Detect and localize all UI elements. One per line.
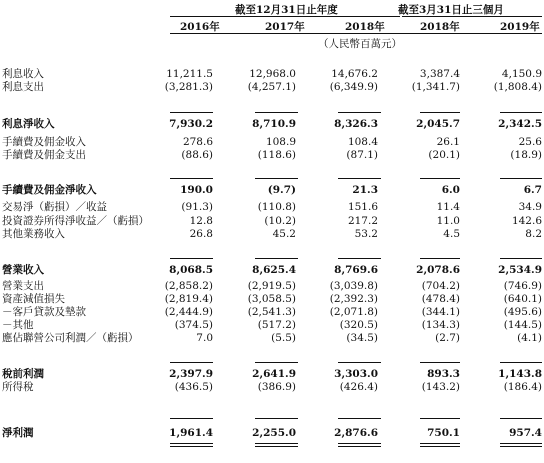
double-underline	[338, 446, 381, 447]
cell-value: 108.9	[265, 136, 296, 148]
cell-value: (144.5)	[503, 319, 542, 331]
row-label: 利息收入	[2, 68, 44, 80]
subtotal-rule	[420, 418, 460, 419]
cell-value: 3,387.4	[419, 68, 460, 80]
cell-value: (3,281.3)	[164, 81, 213, 93]
subtotal-rule	[338, 258, 381, 259]
cell-value: 151.6	[347, 201, 378, 213]
cell-value: (1,341.7)	[411, 81, 460, 93]
row-label: 營業收入	[2, 264, 44, 276]
subtotal-rule	[338, 362, 381, 363]
double-underline	[255, 443, 298, 444]
subtotal-rule	[170, 258, 213, 259]
cell-value: 108.4	[347, 136, 378, 148]
cell-value: (186.4)	[503, 381, 542, 393]
row-label: 投資證券所得淨收益／（虧損）	[2, 215, 149, 227]
row-label: 手續費及佣金淨收入	[2, 184, 97, 196]
header-col-2019-q1: 2019年	[500, 21, 540, 33]
cell-value: 8,625.4	[252, 264, 296, 276]
cell-value: (2,858.2)	[164, 280, 213, 292]
row-label: 手續費及佣金收入	[2, 136, 86, 148]
cell-value: (2,071.8)	[329, 306, 378, 318]
row-label: 其他業務收入	[2, 228, 65, 240]
cell-value: (386.9)	[257, 381, 296, 393]
cell-value: (3,039.8)	[329, 280, 378, 292]
subtotal-rule	[500, 418, 542, 419]
cell-value: (495.6)	[503, 306, 542, 318]
cell-value: (118.6)	[257, 149, 296, 161]
subtotal-rule	[255, 258, 298, 259]
cell-value: 8,068.5	[169, 264, 213, 276]
subtotal-rule	[338, 418, 381, 419]
subtotal-rule	[420, 178, 460, 179]
header-col-2018-q1: 2018年	[420, 21, 460, 33]
cell-value: 12,968.0	[249, 68, 296, 80]
cell-value: (436.5)	[174, 381, 213, 393]
table-row	[0, 118, 544, 131]
cell-value: 2,255.0	[252, 427, 296, 439]
row-label: 所得稅	[2, 381, 34, 393]
cell-value: (2,919.5)	[247, 280, 296, 292]
cell-value: 8,326.3	[334, 118, 378, 130]
table-row	[0, 306, 544, 319]
subtotal-rule	[420, 112, 460, 113]
cell-value: (426.4)	[339, 381, 378, 393]
cell-value: 893.3	[427, 368, 460, 380]
cell-value: 2,641.9	[252, 368, 296, 380]
cell-value: 21.3	[352, 184, 378, 196]
cell-value: (746.9)	[503, 280, 542, 292]
row-label: 營業支出	[2, 280, 44, 292]
cell-value: 190.0	[180, 184, 213, 196]
table-row	[0, 381, 544, 394]
cell-value: (18.9)	[510, 149, 542, 161]
table-row	[0, 149, 544, 162]
cell-value: 278.6	[182, 136, 213, 148]
cell-value: (374.5)	[174, 319, 213, 331]
double-underline	[338, 443, 381, 444]
row-label: －其他	[2, 319, 34, 331]
subtotal-rule	[255, 112, 298, 113]
cell-value: (2,392.3)	[329, 293, 378, 305]
cell-value: (320.5)	[339, 319, 378, 331]
row-label: 利息支出	[2, 81, 44, 93]
cell-value: (91.3)	[181, 201, 213, 213]
cell-value: 142.6	[511, 215, 542, 227]
cell-value: (704.2)	[421, 280, 460, 292]
header-year-rule	[170, 16, 400, 17]
table-row	[0, 228, 544, 241]
row-label: 交易淨（虧損）／收益	[2, 201, 107, 213]
header-year-group: 截至12月31日止年度	[235, 4, 338, 16]
cell-value: (6,349.9)	[329, 81, 378, 93]
cell-value: (4.1)	[517, 332, 542, 344]
cell-value: 53.2	[354, 228, 378, 240]
cell-value: 12.8	[189, 215, 213, 227]
cell-value: (640.1)	[503, 293, 542, 305]
cell-value: (478.4)	[421, 293, 460, 305]
table-row	[0, 319, 544, 332]
cell-value: 45.2	[272, 228, 296, 240]
cell-value: 11.0	[436, 215, 460, 227]
cell-value: 2,342.5	[498, 118, 542, 130]
subtotal-rule	[170, 112, 213, 113]
subtotal-rule	[170, 178, 213, 179]
cell-value: 7,930.2	[169, 118, 213, 130]
subtotal-rule	[500, 178, 542, 179]
cell-value: 217.2	[347, 215, 378, 227]
table-row	[0, 81, 544, 94]
subtotal-rule	[170, 362, 213, 363]
table-row	[0, 332, 544, 345]
double-underline	[170, 446, 213, 447]
cell-value: 11,211.5	[166, 68, 213, 80]
subtotal-rule	[255, 362, 298, 363]
table-row	[0, 184, 544, 197]
cell-value: (344.1)	[421, 306, 460, 318]
row-label: 稅前利潤	[2, 368, 44, 380]
cell-value: (34.5)	[346, 332, 378, 344]
cell-value: (2,541.3)	[247, 306, 296, 318]
cell-value: 26.1	[436, 136, 460, 148]
cell-value: (2.7)	[435, 332, 460, 344]
cell-value: 2,045.7	[416, 118, 460, 130]
subtotal-rule	[500, 112, 542, 113]
cell-value: (88.6)	[181, 149, 213, 161]
cell-value: 1,143.8	[498, 368, 542, 380]
cell-value: 4,150.9	[501, 68, 542, 80]
subtotal-rule	[500, 258, 542, 259]
cell-value: (20.1)	[428, 149, 460, 161]
cell-value: 3,303.0	[334, 368, 378, 380]
table-row	[0, 68, 544, 81]
table-row	[0, 368, 544, 381]
double-underline	[420, 446, 460, 447]
header-quarter-rule	[402, 16, 542, 17]
row-label: －客戶貸款及墊款	[2, 306, 86, 318]
row-label: 手續費及佣金支出	[2, 149, 86, 161]
double-underline	[500, 443, 542, 444]
subtotal-rule	[170, 418, 213, 419]
table-row	[0, 136, 544, 149]
cell-value: 8,710.9	[252, 118, 296, 130]
double-underline	[255, 446, 298, 447]
subtotal-rule	[255, 178, 298, 179]
cell-value: (1,808.4)	[493, 81, 542, 93]
cell-value: (87.1)	[346, 149, 378, 161]
cell-value: 34.9	[518, 201, 542, 213]
cell-value: 957.4	[509, 427, 542, 439]
header-col-2017: 2017年	[265, 21, 305, 33]
cell-value: (2,819.4)	[164, 293, 213, 305]
double-underline	[170, 443, 213, 444]
cell-value: (10.2)	[264, 215, 296, 227]
table-row	[0, 427, 544, 440]
cell-value: (517.2)	[257, 319, 296, 331]
cell-value: 26.8	[189, 228, 213, 240]
table-row	[0, 215, 544, 228]
subtotal-rule	[255, 418, 298, 419]
unit-note: （人民幣百萬元）	[318, 38, 402, 50]
row-label: 淨利潤	[2, 427, 34, 439]
subtotal-rule	[338, 178, 381, 179]
cell-value: (110.8)	[257, 201, 296, 213]
table-row	[0, 264, 544, 277]
subtotal-rule	[338, 112, 381, 113]
header-col-2016: 2016年	[180, 21, 220, 33]
table-row	[0, 201, 544, 214]
cell-value: (143.2)	[421, 381, 460, 393]
cell-value: 6.7	[523, 184, 542, 196]
cell-value: 2,078.6	[416, 264, 460, 276]
row-label: 利息淨收入	[2, 118, 55, 130]
cell-value: 7.0	[196, 332, 213, 344]
row-label: 應佔聯營公司利潤／（虧損）	[2, 332, 139, 344]
row-label: 資產減值損失	[2, 293, 65, 305]
cell-value: (134.3)	[421, 319, 460, 331]
cell-value: (4,257.1)	[247, 81, 296, 93]
cell-value: 8,769.6	[334, 264, 378, 276]
cell-value: 750.1	[427, 427, 460, 439]
double-underline	[420, 443, 460, 444]
cell-value: 2,876.6	[334, 427, 378, 439]
header-col-rule	[170, 33, 542, 34]
cell-value: 1,961.4	[169, 427, 213, 439]
cell-value: 6.0	[441, 184, 460, 196]
cell-value: 11.4	[436, 201, 460, 213]
double-underline	[500, 446, 542, 447]
table-row	[0, 280, 544, 293]
cell-value: (2,444.9)	[164, 306, 213, 318]
subtotal-rule	[420, 362, 460, 363]
subtotal-rule	[420, 258, 460, 259]
cell-value: 2,534.9	[498, 264, 542, 276]
cell-value: (5.5)	[271, 332, 296, 344]
cell-value: (9.7)	[267, 184, 296, 196]
header-quarter-group: 截至3月31日止三個月	[398, 4, 504, 16]
cell-value: 2,397.9	[169, 368, 213, 380]
cell-value: 4.5	[443, 228, 460, 240]
cell-value: (3,058.5)	[247, 293, 296, 305]
cell-value: 25.6	[518, 136, 542, 148]
subtotal-rule	[500, 362, 542, 363]
cell-value: 8.2	[525, 228, 542, 240]
header-col-2018: 2018年	[345, 21, 385, 33]
cell-value: 14,676.2	[331, 68, 378, 80]
table-row	[0, 293, 544, 306]
